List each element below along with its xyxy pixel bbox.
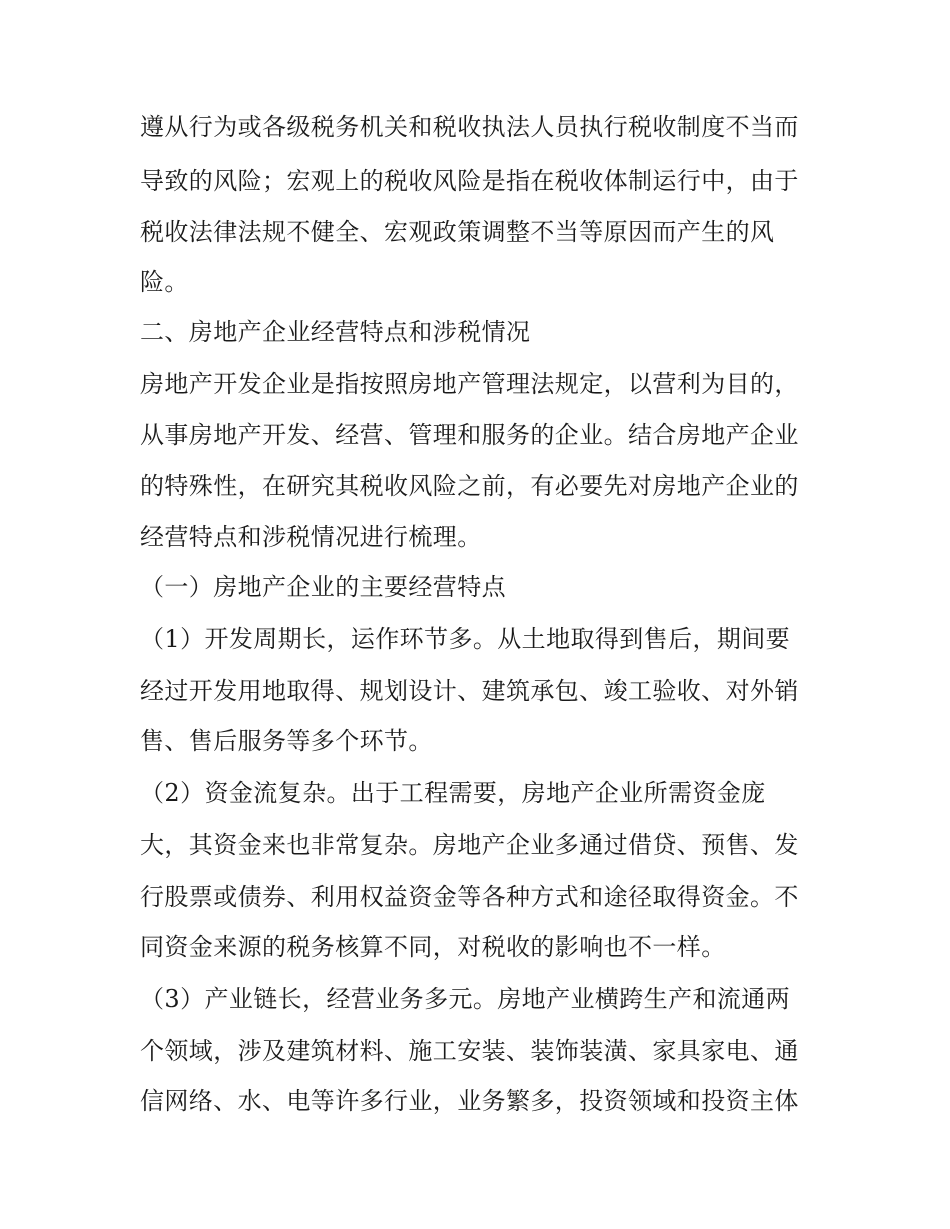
list-item: （3）产业链长，经营业务多元。房地产业横跨生产和流通两 bbox=[140, 985, 791, 1013]
text-line: 经营特点和涉税情况进行梳理。 bbox=[140, 523, 482, 551]
text-line: 险。 bbox=[140, 268, 189, 296]
text-line: 经过开发用地取得、规划设计、建筑承包、竣工验收、对外销 bbox=[140, 677, 799, 705]
text-line: 行股票或债券、利用权益资金等各种方式和途径取得资金。不 bbox=[140, 883, 799, 911]
text-line: 大，其资金来也非常复杂。房地产企业多通过借贷、预售、发 bbox=[140, 831, 799, 859]
text-line: 信网络、水、电等许多行业，业务繁多，投资领域和投资主体 bbox=[140, 1087, 799, 1115]
text-line: 遵从行为或各级税务机关和税收执法人员执行税收制度不当而 bbox=[140, 113, 799, 141]
text-line: 个领域，涉及建筑材料、施工安装、装饰装潢、家具家电、通 bbox=[140, 1037, 799, 1065]
text-line: 导致的风险；宏观上的税收风险是指在税收体制运行中，由于 bbox=[140, 167, 799, 195]
list-item: （1）开发周期长，运作环节多。从土地取得到售后，期间要 bbox=[140, 625, 791, 653]
text-line: 从事房地产开发、经营、管理和服务的企业。结合房地产企业 bbox=[140, 421, 799, 449]
text-line: 售、售后服务等多个环节。 bbox=[140, 727, 433, 755]
list-item: （2）资金流复杂。出于工程需要，房地产企业所需资金庞 bbox=[140, 779, 766, 807]
subsection-heading: （一）房地产企业的主要经营特点 bbox=[140, 573, 506, 601]
text-line: 房地产开发企业是指按照房地产管理法规定，以营利为目的， bbox=[140, 370, 799, 398]
text-line: 同资金来源的税务核算不同，对税收的影响也不一样。 bbox=[140, 933, 726, 961]
text-line: 税收法律法规不健全、宏观政策调整不当等原因而产生的风 bbox=[140, 218, 775, 246]
section-heading: 二、房地产企业经营特点和涉税情况 bbox=[140, 318, 531, 346]
text-line: 的特殊性，在研究其税收风险之前，有必要先对房地产企业的 bbox=[140, 472, 799, 500]
